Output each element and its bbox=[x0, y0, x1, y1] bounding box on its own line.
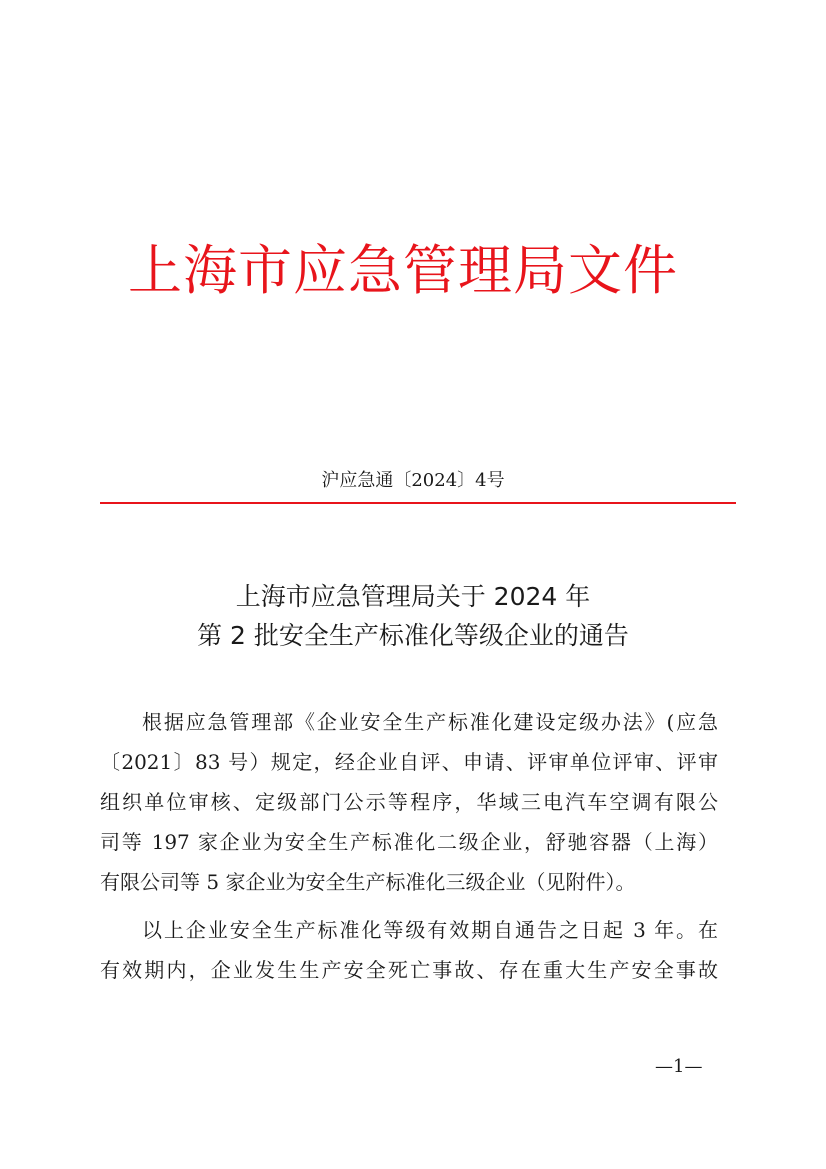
body-line: 司等 197 家企业为安全生产标准化二级企业，舒驰容器（上海） bbox=[100, 830, 718, 854]
body-line: 根据应急管理部《企业安全生产标准化建设定级办法》(应急 bbox=[142, 710, 718, 734]
red-divider bbox=[100, 502, 736, 504]
body-line: 有效期内，企业发生生产安全死亡事故、存在重大生产安全事故 bbox=[100, 958, 718, 982]
body-line: 以上企业安全生产标准化等级有效期自通告之日起 3 年。在 bbox=[142, 918, 718, 942]
document-number: 沪应急通〔2024〕4号 bbox=[321, 470, 505, 491]
page-number: —1— bbox=[655, 1056, 703, 1077]
notice-title-line-2: 第 2 批安全生产标准化等级企业的通告 bbox=[197, 621, 629, 650]
body-line: 组织单位审核、定级部门公示等程序，华域三电汽车空调有限公 bbox=[100, 790, 718, 814]
document-header-title: 上海市应急管理局文件 bbox=[128, 239, 678, 302]
notice-title-line-1: 上海市应急管理局关于 2024 年 bbox=[235, 582, 591, 611]
body-line: 〔2021〕83 号）规定，经企业自评、申请、评审单位评审、评审 bbox=[100, 750, 718, 774]
body-line: 有限公司等 5 家企业为安全生产标准化三级企业（见附件）。 bbox=[100, 870, 636, 894]
